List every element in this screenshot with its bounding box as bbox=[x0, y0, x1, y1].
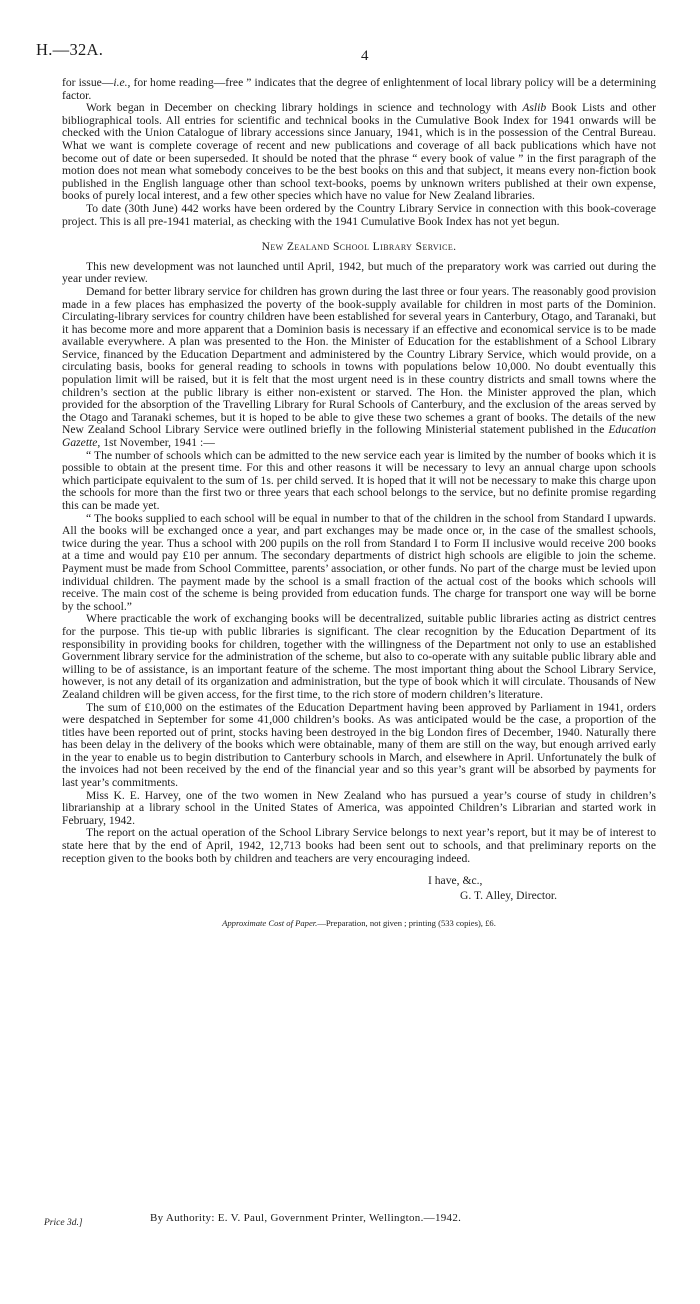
intro-paragraph-3: To date (30th June) 442 works have been ordered by the Country Library Service in connection with this book-coverage project. This is all pre-1941 material, as checking with the 1941 Cumulative Book Index has not yet begun. bbox=[62, 201, 656, 228]
signature-block bbox=[62, 873, 656, 903]
section-heading: New Zealand School Library Service. bbox=[261, 240, 457, 254]
section-paragraph-5: Miss K. E. Harvey, one of the two women in New Zealand who has pursued a year’s course of study in children’s librarianship at a library school in the United States of America, was appointed Children’s Librarian and started work in February, 1942. bbox=[62, 788, 656, 827]
price-label: Price 3d.] bbox=[44, 1218, 83, 1228]
page-number: 4 bbox=[361, 48, 369, 64]
intro-paragraph-1: for issue—i.e., for home reading—free ” indicates that the degree of enlightenment of local library policy will be a determining factor. bbox=[62, 76, 657, 102]
signature-name: G. T. Alley, Director. bbox=[460, 889, 558, 903]
section-paragraph-1: This new development was not launched until April, 1942, but much of the preparatory work was carried out during the year under review. bbox=[62, 259, 656, 286]
section-paragraph-6: The report on the actual operation of the School Library Service belongs to next year’s report, but it may be of interest to state here that by the end of April, 1942, 12,713 books had been sent out to schools, and that preliminary reports on the reception given to the books both by children and teachers are very encouraging indeed. bbox=[62, 826, 656, 865]
section-paragraph-2: Demand for better library service for children has grown during the last three or four years. The reasonably good provision made in a few places has emphasized the poverty of the book-supply available for children in most parts of the Dominion. Circulating-library services for country children have been established for several years in Canterbury, Otago, and Taranaki, but it has become more and more apparent that a Dominion basis is necessary if an effective and economical service is to be made available everywhere. A plan was presented to the Hon. the Minister of Education for the establishment of a School Library Service, financed by the Education Department and administered by the Country Library Service, which would provide, on a circulating basis, books for general reading to schools in towns with populations below 10,000. No doubt eventually this population limit will be raised, but it is felt that the most urgent need is in these country districts and small towns where the children’s section at the public library is either non-existent or starved. The Hon. the Minister approved the plan, which provided for the absorption of the Travelling Library for Rural Schools of Canterbury, and the exclusion of the areas served by the Otago and Taranaki schemes, but it is hoped to be able to give these two schemes a grant of books. The details of the new New Zealand School Library Service were outlined briefly in the following Ministerial statement published in the Education Gazette, 1st November, 1941 :— bbox=[62, 284, 656, 450]
document-code: H.—32A. bbox=[36, 40, 104, 59]
printer-authority: By Authority: E. V. Paul, Government Printer, Wellington.—1942. bbox=[150, 1212, 462, 1224]
signature-salutation: I have, &c., bbox=[428, 874, 483, 888]
quote-paragraph-1: “ The number of schools which can be admitted to the new service each year is limited by the number of books which it is possible to obtain at the present time. For this and other reasons it will be necessary to levy an annual charge upon schools which participate equivalent to the sum of 1s. per child served. It is hoped that it will not be necessary to make this charge upon the schools for more than the first two or three years that each school belongs to the service, but no definite promise regarding this can be made yet. bbox=[62, 448, 656, 512]
body-text bbox=[62, 77, 656, 930]
quote-paragraph-2: “ The books supplied to each school will be equal in number to that of the children in the school from Standard I upwards. All the books will be exchanged once a year, and part exchanges may be made once or, in the case of the smallest schools, twice during the year. Thus a school with 200 pupils on the roll from Standard I to Form II inclusive would receive 200 books at a time and would pay £10 per annum. The secondary departments of district high schools are eligible to join the scheme. Payment must be made from School Committee, parents’ association, or other funds. No part of the charge must be levied upon individual children. The payment made by the school is a small fraction of the actual cost of the books which schools will receive. The main cost of the scheme is being provided from education funds. The charge for transport one way will be borne by the school.” bbox=[62, 511, 656, 613]
cost-of-paper-note: Approximate Cost of Paper.—Preparation, not given ; printing (533 copies), £6. bbox=[222, 918, 496, 929]
intro-paragraph-2: Work began in December on checking library holdings in science and technology with Aslib Book Lists and other bibliographical tools. All entries for scientific and technical books in the Cumulative Book Index for 1941 onwards will be checked with the Union Catalogue of library accessions since January, 1941, which is in the possession of the Central Bureau. What we want is complete coverage of recent and new publications and coverage of all back publications which have not become out of date or been superseded. It should be noted that the phrase “ every book of value ” in the first paragraph of the motion does not mean what somebody conceives to be the best books on this and that subject, it means every non-fiction book published in the English language other than school text-books, poems by unknown writers published at their own expense, books of purely local interest, and a few other species which have no value for New Zealand libraries. bbox=[62, 101, 656, 203]
section-paragraph-4: The sum of £10,000 on the estimates of the Education Department having been approved by Parliament in 1941, orders were despatched in September for some 41,000 children’s books. As was anticipated would be the case, a proportion of the titles have been reported out of print, stocks having been destroyed in the big London fires of December, 1940. Naturally there has been delay in the delivery of the books which were obtainable, many of them are still on the way, but enough arrived early in the year to enable us to begin distribution to Canterbury schools in March, and elsewhere in April. Unfortunately the bulk of the invoices had not been received by the end of the financial year and so this year’s grant will be absorbed by payments for last year’s commitments. bbox=[62, 700, 656, 790]
section-paragraph-3: Where practicable the work of exchanging books will be decentralized, suitable public libraries acting as district centres for the purpose. This tie-up with public libraries is significant. The clear recognition by the Education Department of its responsibility in providing books for children, together with the willingness of the Department not only to use an established Government library service for the administration of the scheme, but also to co-operate with any suitable public library able and willing to be of assistance, is an important feature of the scheme. The most important thing about the School Library Service, however, is not any detail of its organization and administration, but the type of book which it will circulate. Thousands of New Zealand children will be given access, for the first time, to the rich store of modern children’s literature. bbox=[62, 612, 656, 701]
